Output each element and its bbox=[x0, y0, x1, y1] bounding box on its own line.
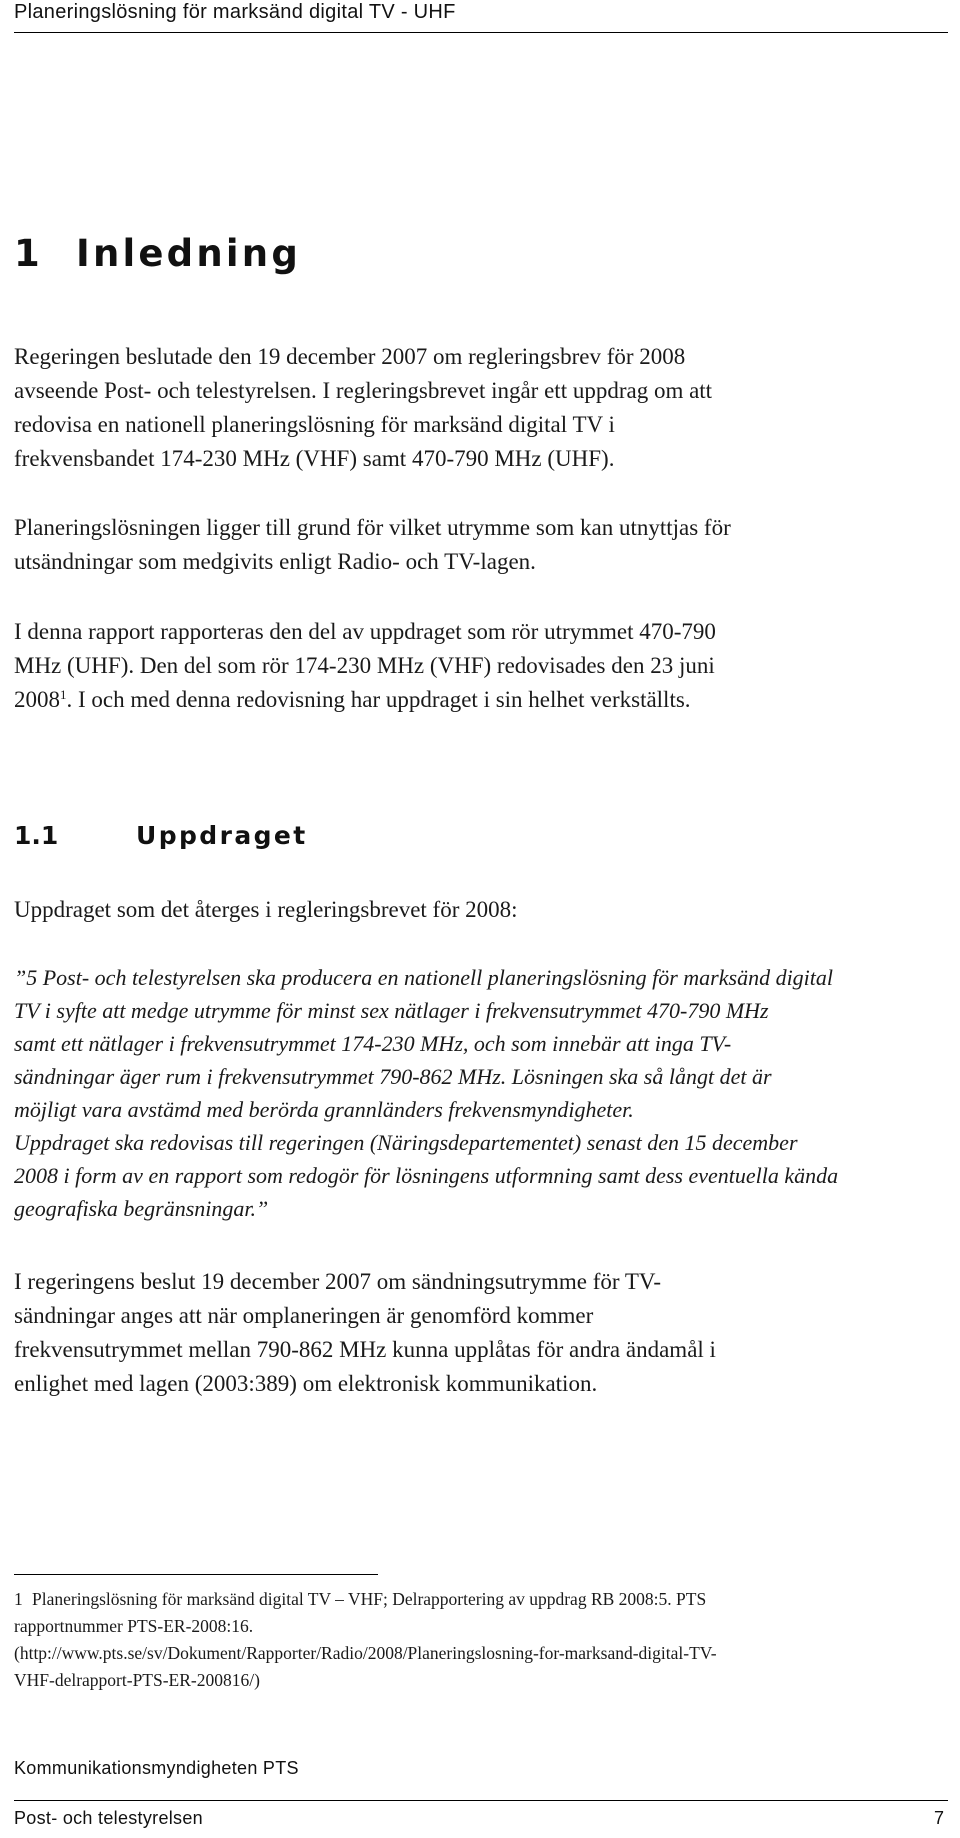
quote-line: möjligt vara avstämd med berörda grannländers frekvensmyndigheter. bbox=[14, 1097, 634, 1122]
section-title: Uppdraget bbox=[136, 821, 308, 850]
text-line: redovisa en nationell planeringslösning för marksänd digital TV i bbox=[14, 412, 615, 437]
footer-publisher: Post- och telestyrelsen bbox=[14, 1808, 203, 1828]
text-line: I denna rapport rapporteras den del av uppdraget som rör utrymmet 470-790 bbox=[14, 619, 716, 644]
footer-organization: Kommunikationsmyndigheten PTS bbox=[14, 1758, 299, 1778]
chapter-heading bbox=[14, 232, 301, 276]
regulation-quote bbox=[14, 961, 944, 1225]
text-fragment: . I och med denna redovisning har uppdraget i sin helhet verkställts. bbox=[66, 687, 691, 712]
quote-line: sändningar äger rum i frekvensutrymmet 790-862 MHz. Lösningen ska så långt det är bbox=[14, 1064, 772, 1089]
text-line bbox=[14, 683, 944, 717]
text-line: avseende Post- och telestyrelsen. I regleringsbrevet ingår ett uppdrag om att bbox=[14, 378, 713, 403]
section-heading bbox=[14, 820, 308, 852]
footnote-line: rapportnummer PTS-ER-2008:16. bbox=[14, 1616, 254, 1636]
text-line: enlighet med lagen (2003:389) om elektronisk kommunikation. bbox=[14, 1371, 598, 1396]
footnote-line bbox=[14, 1586, 949, 1613]
text-line: sändningar anges att när omplaneringen är genomförd kommer bbox=[14, 1303, 594, 1328]
text-line: I regeringens beslut 19 december 2007 om sändningsutrymme för TV- bbox=[14, 1269, 662, 1294]
quote-line: 2008 i form av en rapport som redogör för lösningens utformning samt dess eventuella kända bbox=[14, 1163, 839, 1188]
text-fragment: 2008 bbox=[14, 687, 60, 712]
text-line: frekvensutrymmet mellan 790-862 MHz kunna upplåtas för andra ändamål i bbox=[14, 1337, 716, 1362]
intro-paragraph-3 bbox=[14, 615, 944, 717]
intro-paragraph-1 bbox=[14, 340, 944, 476]
chapter-number: 1 bbox=[14, 232, 40, 275]
header-rule bbox=[14, 32, 948, 33]
footnote-link-line[interactable]: VHF-delrapport-PTS-ER-200816/) bbox=[14, 1670, 260, 1690]
chapter-title: Inledning bbox=[76, 232, 302, 275]
text-line: utsändningar som medgivits enligt Radio- och TV-lagen. bbox=[14, 549, 536, 574]
footnote bbox=[14, 1586, 949, 1694]
running-header-title: Planeringslösning för marksänd digital TV - UHF bbox=[14, 1, 456, 23]
footer-rule bbox=[14, 1800, 948, 1801]
footnote-number: 1 bbox=[14, 1589, 23, 1609]
page-header bbox=[0, 0, 960, 34]
text-line: MHz (UHF). Den del som rör 174-230 MHz (VHF) redovisades den 23 juni bbox=[14, 653, 715, 678]
text-line: Regeringen beslutade den 19 december 2007 om regleringsbrev för 2008 bbox=[14, 344, 686, 369]
page-number: 7 bbox=[933, 1808, 944, 1828]
footnote-text: Planeringslösning för marksänd digital TV – VHF; Delrapportering av uppdrag RB 2008:5. PTS bbox=[32, 1589, 707, 1609]
footnote-link-line[interactable]: (http://www.pts.se/sv/Dokument/Rapporter/Radio/2008/Planeringslosning-for-marksand-digital-TV- bbox=[14, 1643, 717, 1663]
text-line: frekvensbandet 174-230 MHz (VHF) samt 470-790 MHz (UHF). bbox=[14, 446, 615, 471]
text-line: Uppdraget som det återges i regleringsbrevet för 2008: bbox=[14, 897, 518, 922]
quote-line: geografiska begränsningar.” bbox=[14, 1196, 269, 1221]
quote-line: TV i syfte att medge utrymme för minst sex nätlager i frekvensutrymmet 470-790 MHz bbox=[14, 998, 769, 1023]
section-number: 1.1 bbox=[14, 821, 59, 850]
footnote-separator bbox=[14, 1574, 378, 1575]
section-paragraph bbox=[14, 1265, 944, 1401]
quote-line: samt ett nätlager i frekvensutrymmet 174-230 MHz, och som innebär att inga TV- bbox=[14, 1031, 732, 1056]
quote-line: ”5 Post- och telestyrelsen ska producera en nationell planeringslösning för marksänd digital bbox=[14, 965, 834, 990]
intro-paragraph-2 bbox=[14, 511, 944, 579]
quote-line: Uppdraget ska redovisas till regeringen (Näringsdepartementet) senast den 15 december bbox=[14, 1130, 798, 1155]
section-lead bbox=[14, 893, 944, 927]
text-line: Planeringslösningen ligger till grund för vilket utrymme som kan utnyttjas för bbox=[14, 515, 731, 540]
footnote-reference[interactable]: 1 bbox=[60, 687, 67, 702]
